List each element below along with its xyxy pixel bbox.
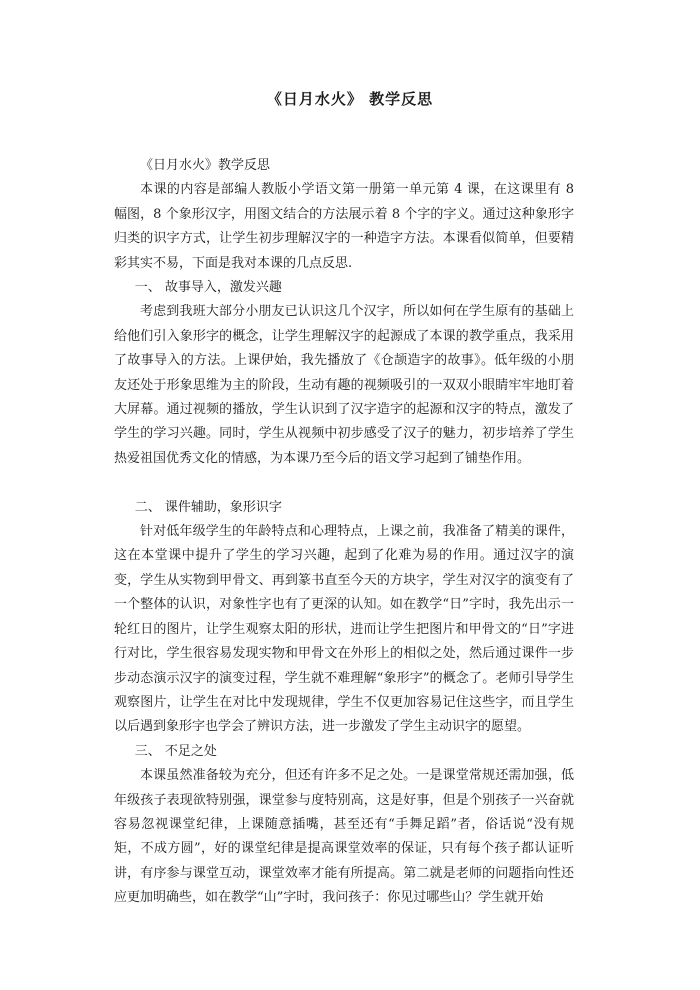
- section-3-paragraph: 本课虽然准备较为充分，但还有许多不足之处。一是课堂常规还需加强，低年级孩子表现欲特别强，课堂参与度特别高，这是好事，但是个别孩子一兴奋就容易忽视课堂纪律，上课随意插嘴，甚至还有“手舞足蹈”者，俗话说“没有规矩，不成方圆”，好的课堂纪律是提高课堂效率的保证，只有每个孩子都认证听讲，有序参与课堂互动，课堂效率才能有所提高。第二就是老师的问题指向性还应更加明确些，如在教学“山”字时，我问孩子：你见过哪些山？学生就开始: [114, 768, 574, 906]
- section-3-heading: 三、 不足之处: [134, 743, 217, 759]
- document-title: 《日月水火》 教学反思: [266, 90, 434, 108]
- section-2-heading: 二、 课件辅助，象形识字: [134, 499, 282, 515]
- section-2-paragraph: 针对低年级学生的年龄特点和心理特点，上课之前，我准备了精美的课件，这在本堂课中提升了学生的学习兴趣，起到了化难为易的作用。通过汉字的演变，学生从实物到甲骨文、再到篆书直至今天的方块字，学生对汉字的演变有了一个整体的认识，对象性字也有了更深的认知。如在教学“日”字时，我先出示一轮红日的图片，让学生观察太阳的形状，进而让学生把图片和甲骨文的“日”字进行对比，学生很容易发现实物和甲骨文在外形上的相似之处，然后通过课件一步步动态演示汉字的演变过程，学生就不难理解“象形字”的概念了。老师引导学生观察图片，让学生在对比中发现规律，学生不仅更加容易记住这些字，而且学生以后遇到象形字也学会了辨识方法，进一步激发了学生主动识字的愿望。: [114, 524, 574, 735]
- section-1-heading: 一、 故事导入，激发兴趣: [134, 280, 282, 296]
- intro-paragraph: 本课的内容是部编人教版小学语文第一册第一单元第 4 课，在这课里有 8 幅图，8 个象形汉字，用图文结合的方法展示着 8 个字的字义。通过这种象形字归类的识字方式，让学生初步理解汉字的一种造字方法。本课看似简单，但要精彩其实不易，下面是我对本课的几点反思.: [114, 182, 574, 271]
- document-body: [114, 154, 574, 911]
- document-subtitle: 《日月水火》教学反思: [140, 158, 271, 173]
- section-1-paragraph: 考虑到我班大部分小朋友已认识这几个汉字，所以如何在学生原有的基础上给他们引入象形字的概念，让学生理解汉字的起源成了本课的教学重点，我采用了故事导入的方法。上课伊始，我先播放了《仓颉造字的故事》。低年级的小朋友还处于形象思维为主的阶段，生动有趣的视频吸引的一双双小眼睛牢牢地盯着大屏幕。通过视频的播放，学生认识到了汉字造字的起源和汉字的特点，激发了学生的学习兴趣。同时，学生从视频中初步感受了汉子的魅力，初步培养了学生热爱祖国优秀文化的情感，为本课乃至今后的语文学习起到了铺垫作用。: [114, 304, 574, 466]
- paragraph-spacer: [114, 471, 574, 495]
